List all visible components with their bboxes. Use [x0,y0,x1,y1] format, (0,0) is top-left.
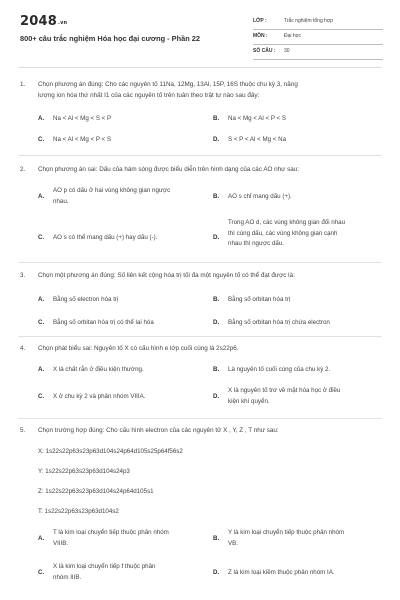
question-number: 5. [20,427,26,434]
question-number: 1. [20,81,26,88]
question-line: Chọn một phương án đúng: Số liên kết cộng hóa trị tối đa một nguyên tố có thể đạt được là: [38,272,295,279]
meta-row-count [253,45,383,60]
page-header [0,0,400,68]
header-divider [18,67,382,68]
question-number: 4. [20,345,26,352]
question-divider [18,336,382,337]
meta-label: MÔN : [253,33,268,39]
question-divider [18,155,382,156]
question-line: lượng ion hóa thứ nhất I1 của các nguyên tố trên tuân theo trật tự nào sau đây: [38,91,260,99]
meta-label: SỐ CÂU : [253,48,276,54]
question-line: Chọn phương án sai: Dấu của hàm sóng được biểu diễn trên hình dạng của các AO như sau: [38,166,300,173]
question-number: 2. [20,166,26,173]
meta-value: Đại học [284,33,301,39]
question-line: Chọn phương án đúng: Cho các nguyên tố 11Na, 12Mg, 13Al, 15P, 16S thuộc chu kỳ 3, năng [38,81,298,88]
question-line: Chọn phát biểu sai: Nguyên tố X có cấu hình e lớp cuối cùng là 2s22p6. [38,345,239,352]
meta-value: Trắc nghiệm tổng hợp [284,18,333,24]
question-divider [18,262,382,263]
question-line: Chọn trường hợp đúng: Cho cấu hình electron của các nguyên tử X , Y, Z , T như sau: [38,427,279,434]
meta-value: 30 [284,48,290,54]
question-divider [18,418,382,419]
page-title: 800+ câu trắc nghiệm Hóa học đại cương - Phần 22 [20,34,201,43]
meta-row-class [253,15,383,30]
question-number: 3. [20,272,26,279]
electron-config-z: Z: 1s22s22p63s23p63d104s24p64d105s1 [38,488,154,495]
meta-label: LỚP : [253,18,267,24]
electron-config-y: Y: 1s22s22p63s23p63d104s24p3 [38,468,130,475]
electron-config-x: X: 1s22s22p63s23p63d104s24p64d105s25p64f56s2 [38,448,183,455]
electron-config-t: T: 1s22s22p63s23p63d104s2 [38,508,119,515]
meta-row-subject [253,30,383,45]
site-logo[interactable]: 2048.vn [20,14,68,29]
meta-info [253,15,383,60]
